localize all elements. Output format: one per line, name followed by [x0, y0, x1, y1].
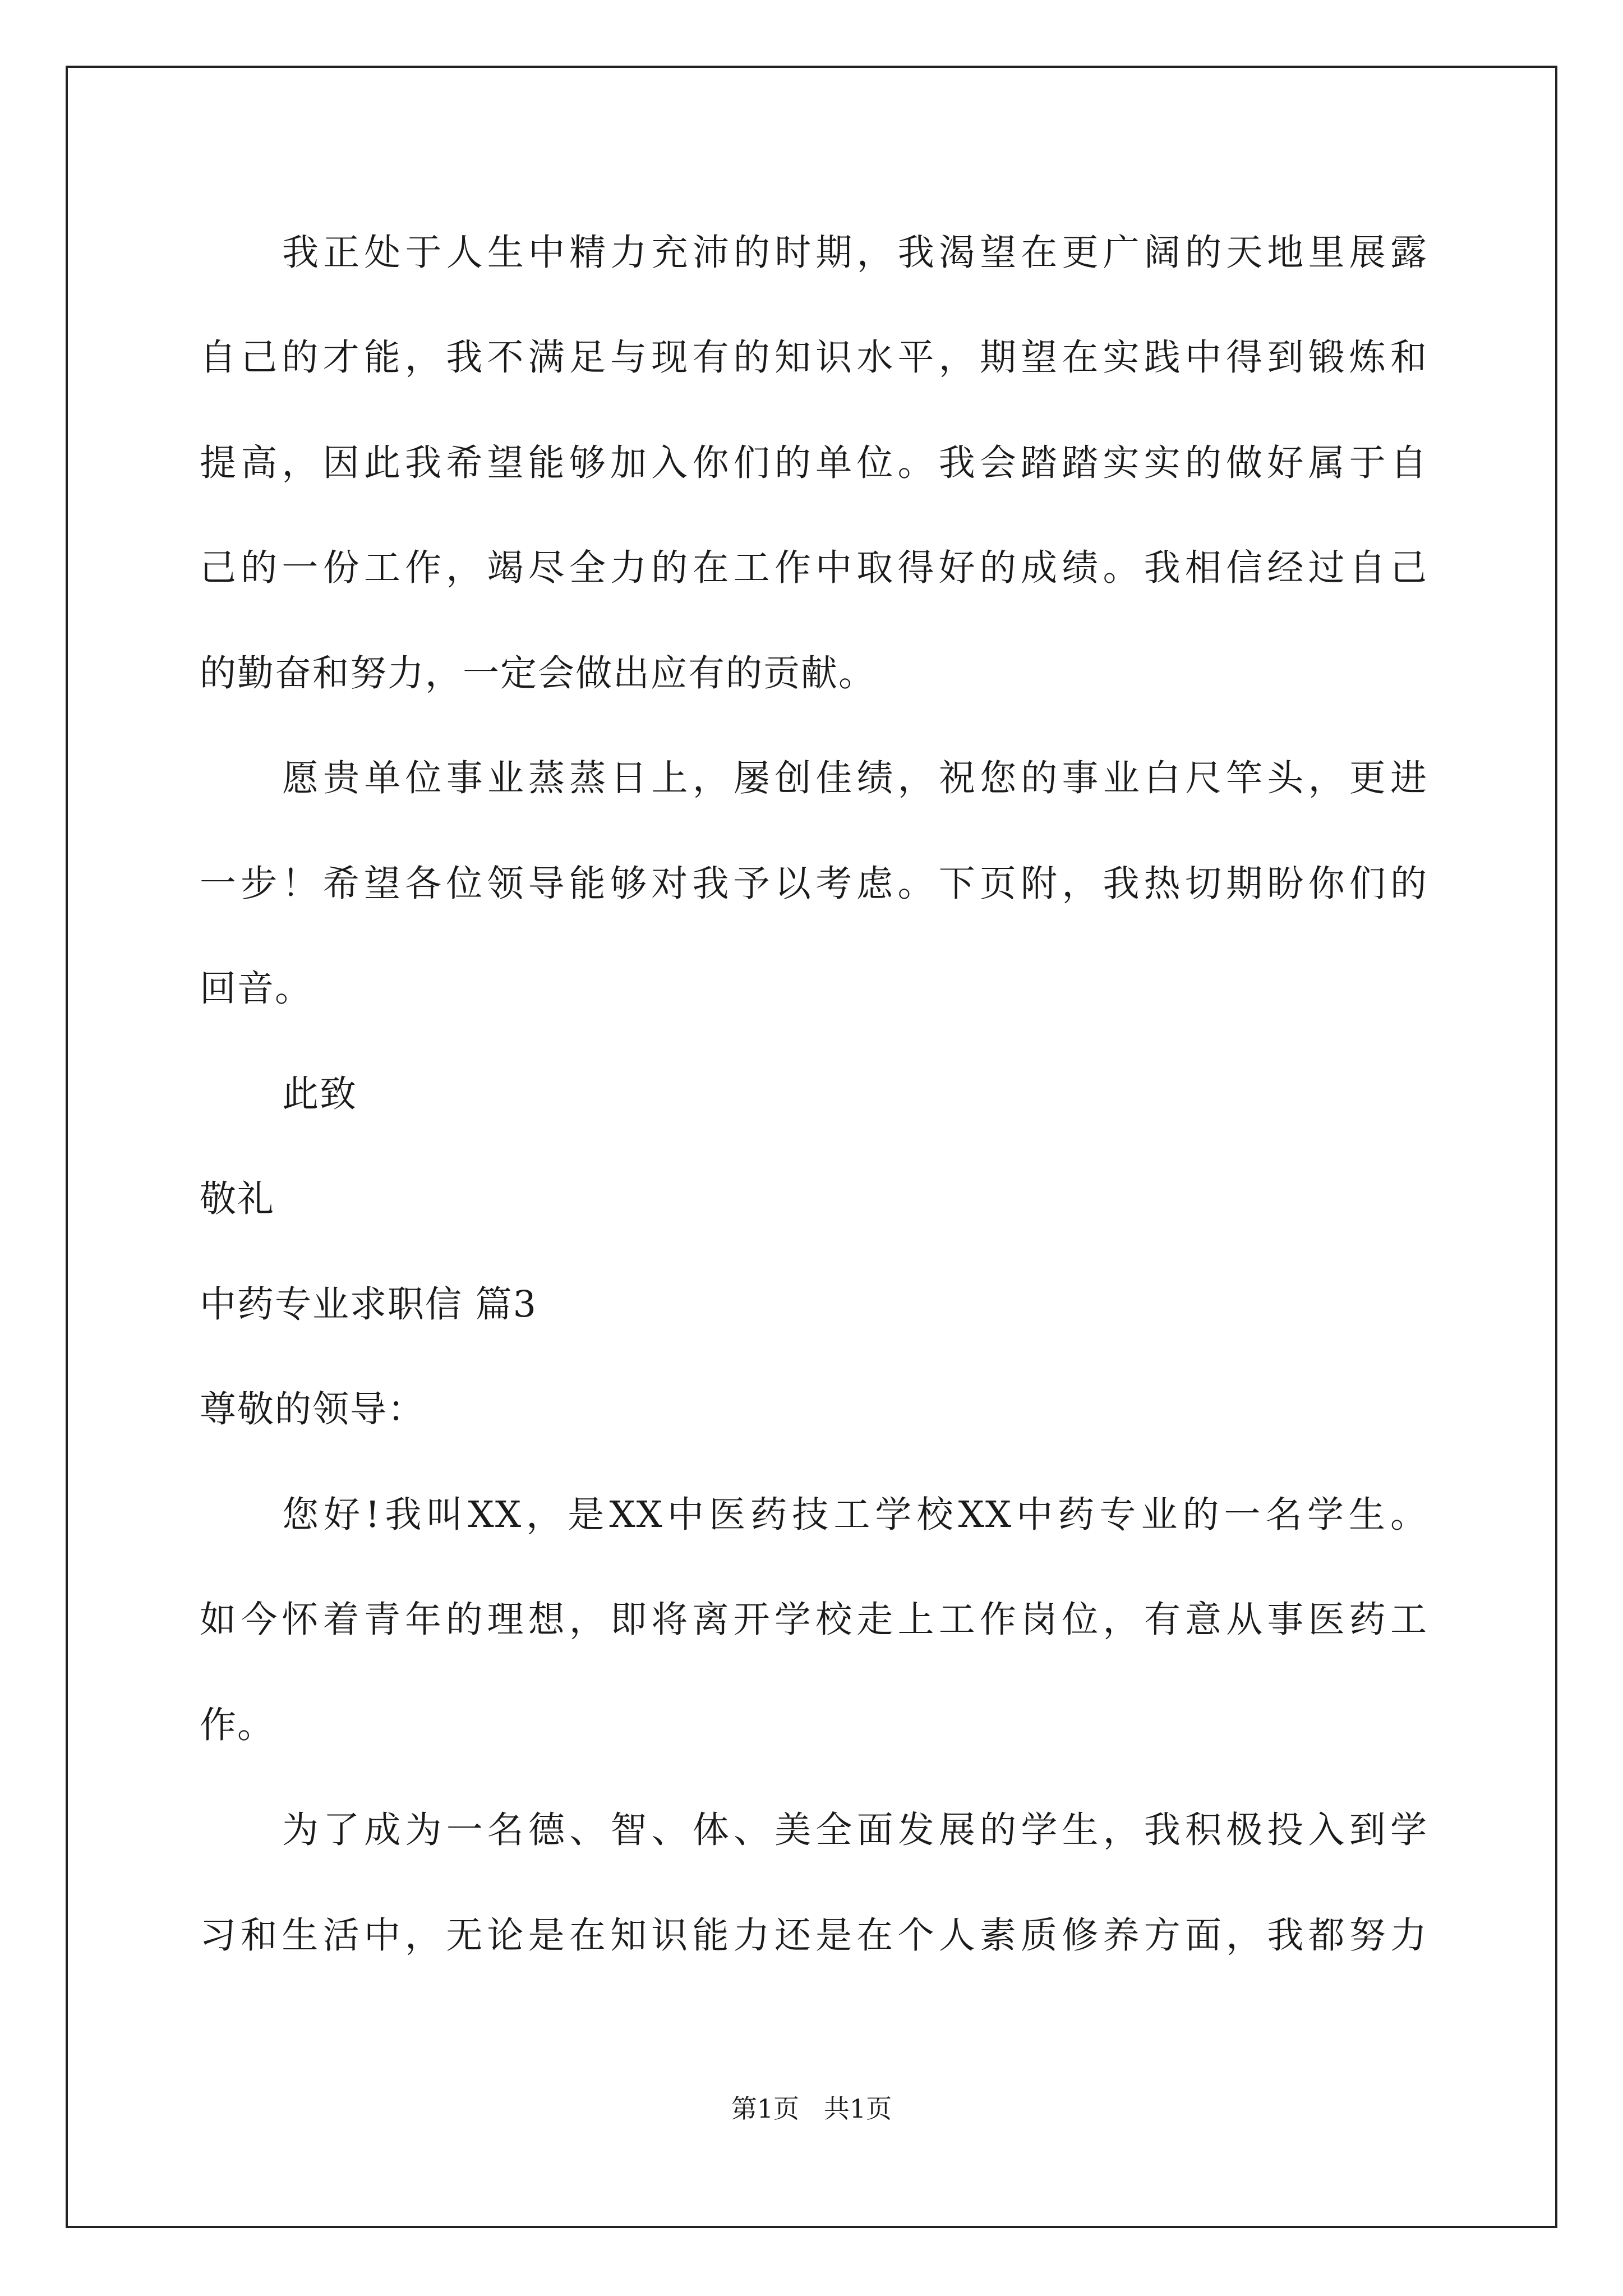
paragraph-line-7: 一步！希望各位领导能够对我予以考虑。下页附，我热切期盼你们的 [200, 863, 1428, 905]
paragraph-line-15: 作。 [200, 1704, 275, 1746]
paragraph-line-16: 为了成为一名德、智、体、美全面发展的学生，我积极投入到学 [282, 1809, 1428, 1851]
paragraph-line-8: 回音。 [200, 968, 313, 1010]
paragraph-line-3: 提高，因此我希望能够加入你们的单位。我会踏踏实实的做好属于自 [200, 442, 1428, 484]
paragraph-line-6: 愿贵单位事业蒸蒸日上，屡创佳绩，祝您的事业白尺竿头，更进 [282, 757, 1428, 799]
paragraph-line-13: 您好!我叫XX，是XX中医药技工学校XX中药专业的一名学生。 [282, 1494, 1428, 1536]
paragraph-line-4: 己的一份工作，竭尽全力的在工作中取得好的成绩。我相信经过自己 [200, 547, 1428, 589]
greeting: 尊敬的领导： [200, 1388, 426, 1430]
section-title: 中药专业求职信 篇3 [200, 1283, 538, 1326]
page-border [66, 66, 1557, 2228]
page-footer: 第1页 共1页 [731, 2093, 892, 2124]
paragraph-line-5: 的勤奋和努力，一定会做出应有的贡献。 [200, 652, 877, 694]
paragraph-line-17: 习和生活中，无论是在知识能力还是在个人素质修养方面，我都努力 [200, 1915, 1428, 1957]
closing-salutation: 此致 [282, 1073, 358, 1115]
closing-regards: 敬礼 [200, 1178, 275, 1220]
paragraph-line-2: 自己的才能，我不满足与现有的知识水平，期望在实践中得到锻炼和 [200, 337, 1428, 379]
paragraph-line-1: 我正处于人生中精力充沛的时期，我渴望在更广阔的天地里展露 [282, 232, 1428, 274]
paragraph-line-14: 如今怀着青年的理想，即将离开学校走上工作岗位，有意从事医药工 [200, 1599, 1428, 1641]
